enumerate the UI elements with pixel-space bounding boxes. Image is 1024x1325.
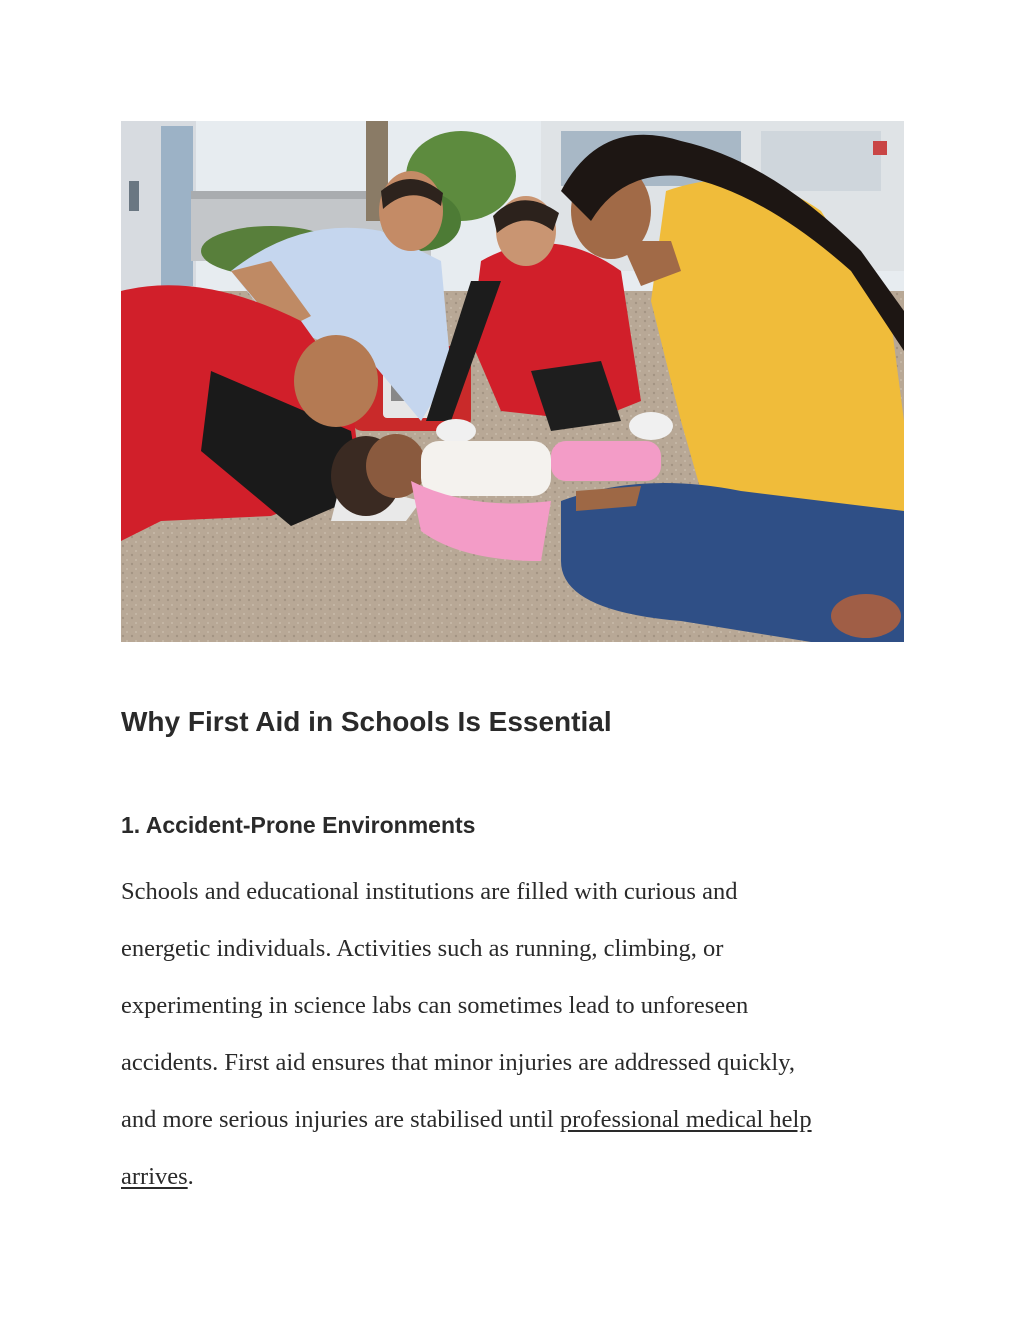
paragraph-line: accidents. First aid ensures that minor injuries are addressed quickly, [121, 1049, 796, 1076]
body-paragraph [121, 863, 921, 1205]
paragraph-line: energetic individuals. Activities such as running, climbing, or [121, 935, 724, 962]
paragraph-line [121, 1091, 921, 1148]
hero-photo [121, 121, 904, 642]
paragraph-text: and more serious injuries are stabilised until [121, 1106, 560, 1133]
paragraph-punctuation: . [187, 1163, 194, 1190]
paragraph-line: experimenting in science labs can sometimes lead to unforeseen [121, 992, 749, 1019]
section-heading: 1. Accident-Prone Environments [121, 812, 476, 838]
professional-medical-help-link[interactable]: professional medical help [559, 1106, 812, 1133]
paragraph-line [121, 1148, 921, 1205]
page-title: Why First Aid in Schools Is Essential [121, 706, 612, 737]
arrives-link[interactable]: arrives [121, 1163, 188, 1190]
paragraph-line: Schools and educational institutions are filled with curious and [121, 878, 738, 905]
